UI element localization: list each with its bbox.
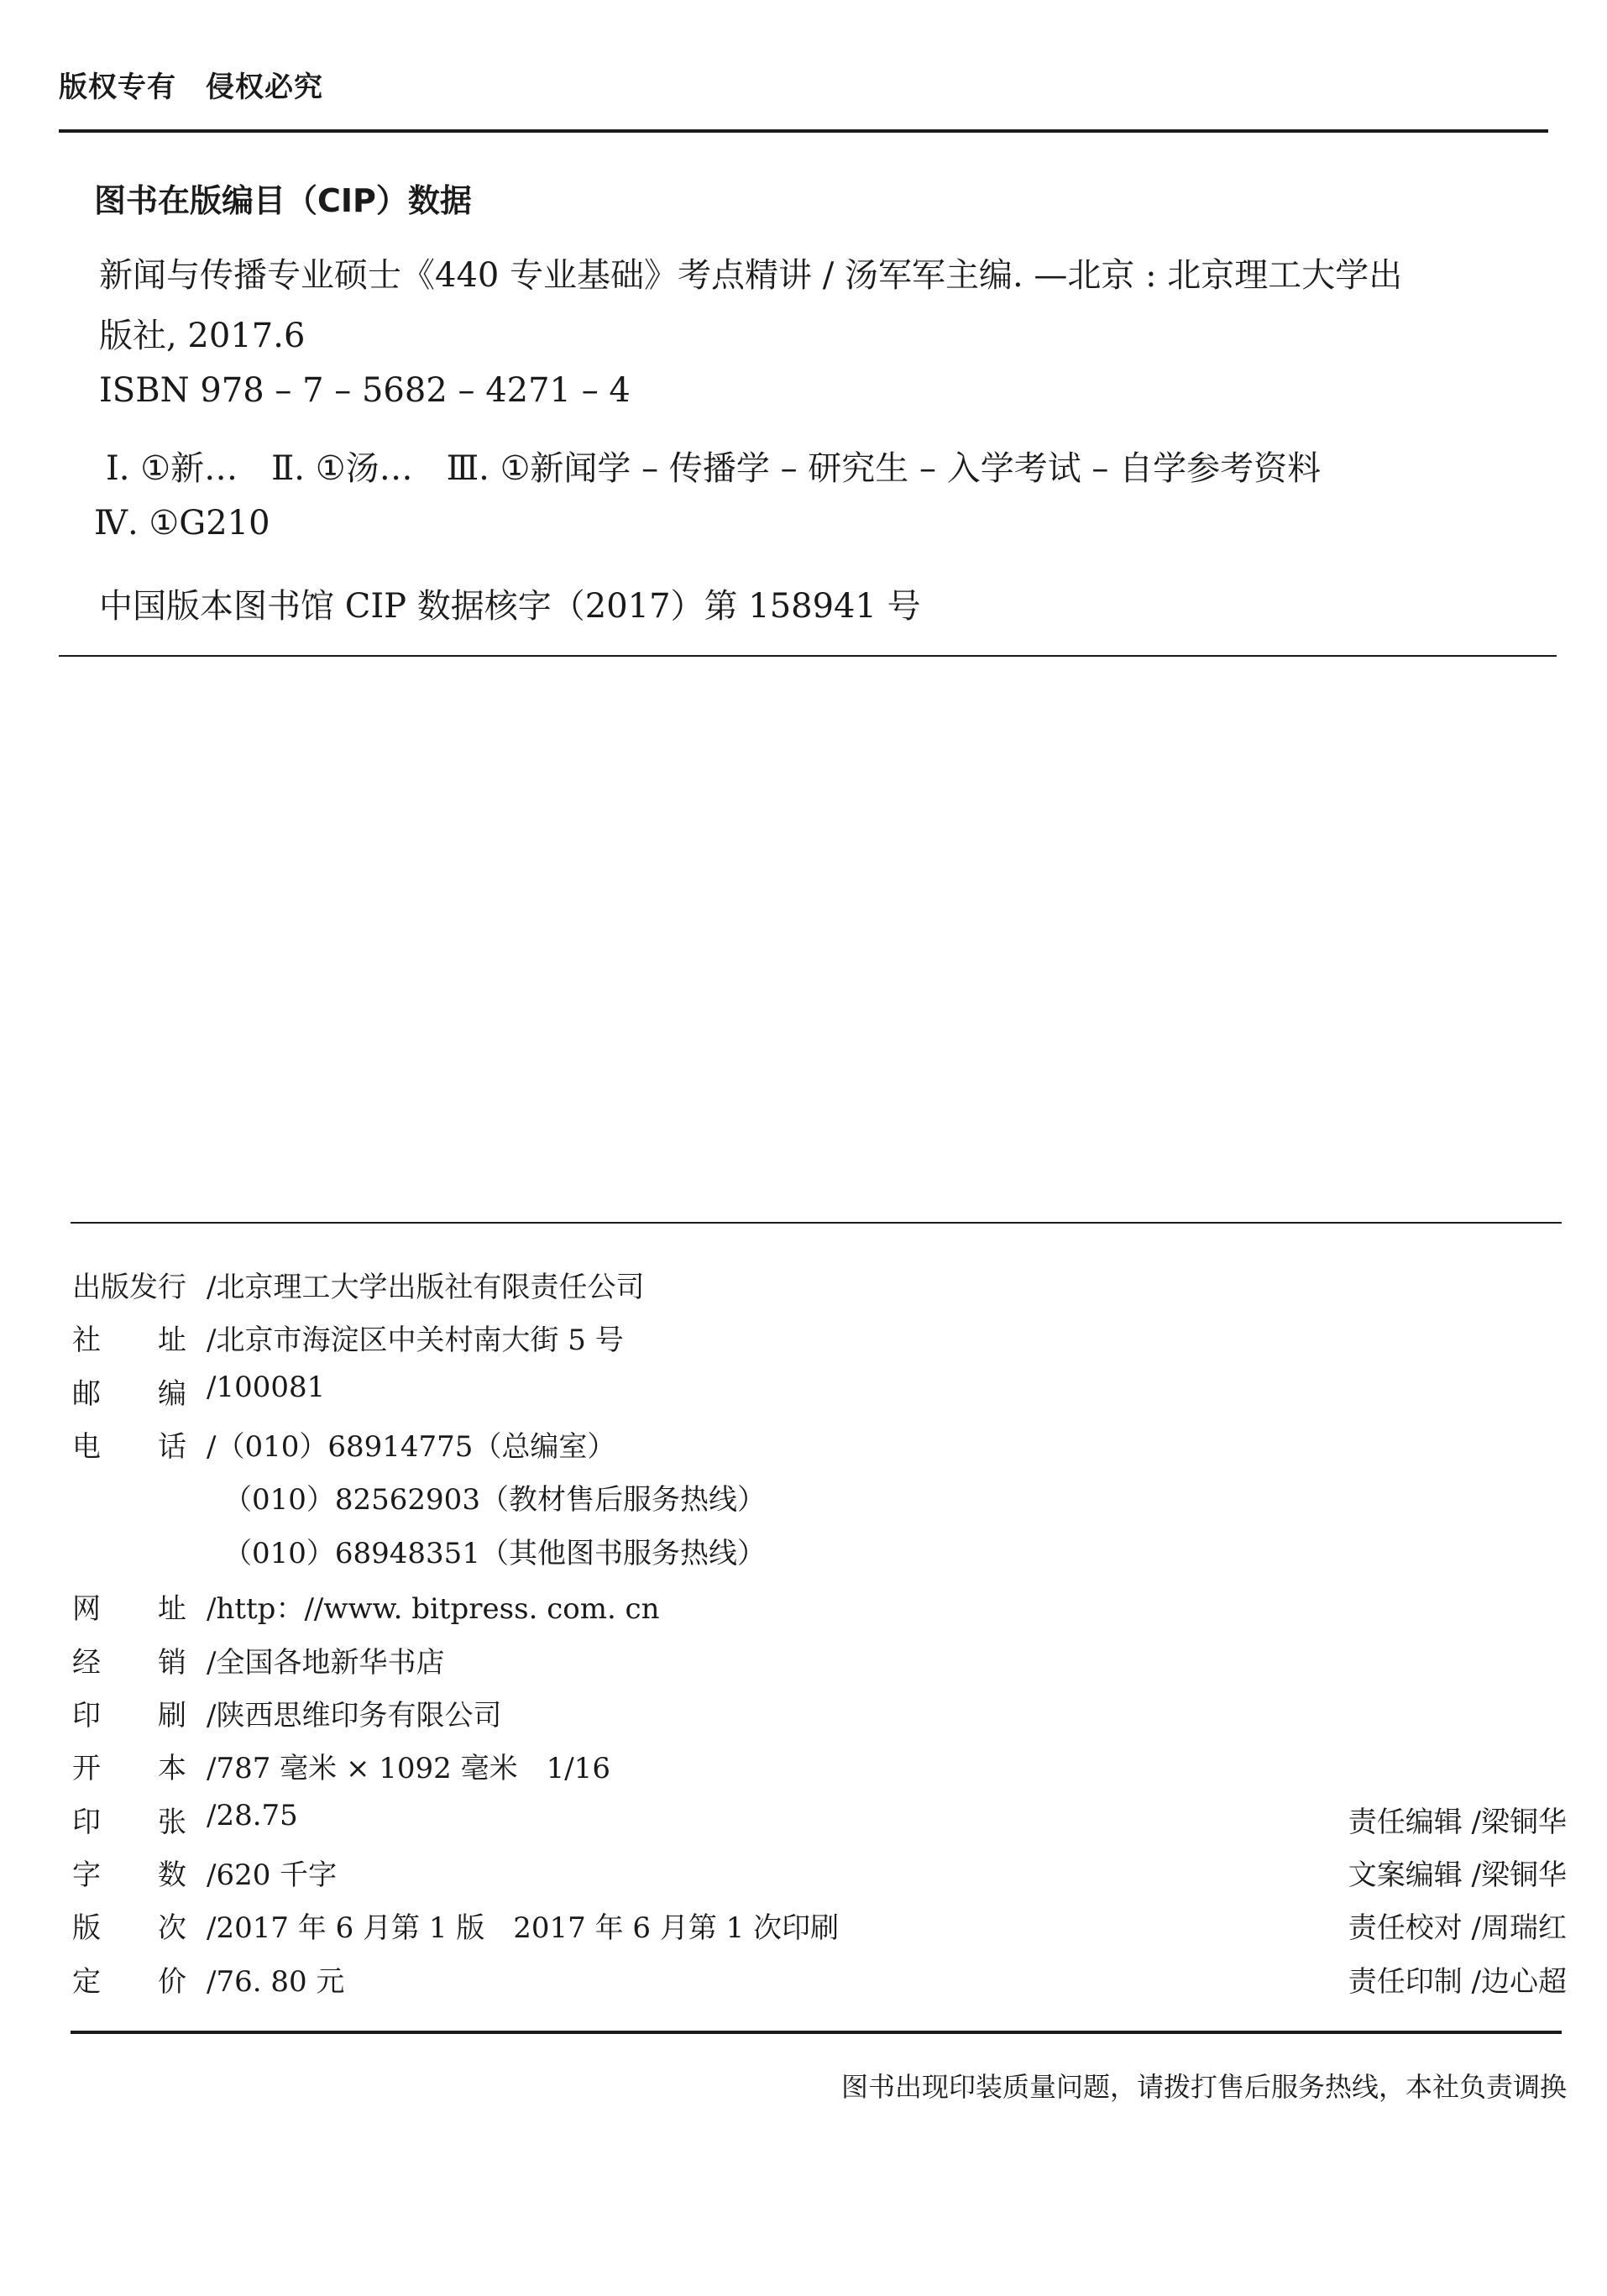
info-value: /陕西思维印务有限公司 (207, 1699, 502, 1732)
info-label: 字 数 (72, 1858, 186, 1892)
info-value: /http：//www. bitpress. com. cn (207, 1592, 660, 1626)
info-value: /全国各地新华书店 (207, 1646, 445, 1680)
quality-notice: 图书出现印装质量问题，请拨打售后服务热线，本社负责调换 (840, 2071, 1567, 2103)
copyright-notice: 版权专有 侵权必究 (59, 71, 323, 104)
cip-title-line-1: 新闻与传播专业硕士《440 专业基础》考点精讲 / 汤军军主编. —北京 : 北京理工大学出 (99, 256, 1403, 295)
staff-proofreader: 责任校对 /周瑞红 (1348, 1911, 1567, 1945)
info-label: 版 次 (72, 1911, 186, 1945)
info-label: 印 张 (72, 1806, 186, 1839)
info-value: /28.75 (207, 1799, 298, 1832)
staff-print-manager: 责任印制 /边心超 (1348, 1965, 1567, 1999)
phone-line-other-service: （010）68948351（其他图书服务热线） (223, 1537, 766, 1570)
info-label: 定 价 (72, 1965, 186, 1999)
info-label: 经 销 (72, 1646, 186, 1680)
info-value: /（010）68914775（总编室） (207, 1430, 616, 1464)
divider-bottom (71, 2031, 1562, 2034)
info-label: 印 刷 (72, 1699, 186, 1732)
info-value: /北京市海淀区中关村南大街 5 号 (207, 1324, 624, 1357)
divider-top (59, 129, 1548, 133)
phone-line-textbook-service: （010）82562903（教材售后服务热线） (223, 1483, 766, 1517)
divider-cip-bottom (59, 655, 1557, 657)
info-value: /620 千字 (207, 1858, 338, 1892)
cip-verification-number: 中国版本图书馆 CIP 数据核字（2017）第 158941 号 (99, 587, 921, 626)
staff-responsible-editor: 责任编辑 /梁铜华 (1348, 1806, 1567, 1839)
info-label: 开 本 (72, 1752, 186, 1785)
info-label: 电 话 (72, 1430, 186, 1464)
info-label: 邮 编 (72, 1377, 186, 1411)
info-value: /76. 80 元 (207, 1965, 345, 1999)
cip-isbn: ISBN 978 – 7 – 5682 – 4271 – 4 (99, 371, 631, 410)
info-value: /787 毫米 × 1092 毫米 1/16 (207, 1752, 610, 1785)
cip-heading: 图书在版编目（CIP）数据 (94, 182, 472, 219)
cip-title-line-2: 版社, 2017.6 (99, 317, 306, 355)
info-value: /北京理工大学出版社有限责任公司 (207, 1271, 645, 1304)
info-label: 网 址 (72, 1592, 186, 1626)
info-value: /100081 (207, 1371, 326, 1404)
cip-classification-line-2: Ⅳ. ①G210 (94, 504, 270, 543)
info-value: /2017 年 6 月第 1 版 2017 年 6 月第 1 次印刷 (207, 1911, 840, 1945)
info-label: 社 址 (72, 1324, 186, 1357)
staff-copy-editor: 文案编辑 /梁铜华 (1348, 1858, 1567, 1892)
divider-publisher-info (71, 1222, 1562, 1224)
cip-classification-line-1: Ⅰ. ①新… Ⅱ. ①汤… Ⅲ. ①新闻学 – 传播学 – 研究生 – 入学考试 – 自学参考资料 (106, 449, 1322, 488)
info-label: 出版发行 (72, 1271, 186, 1304)
